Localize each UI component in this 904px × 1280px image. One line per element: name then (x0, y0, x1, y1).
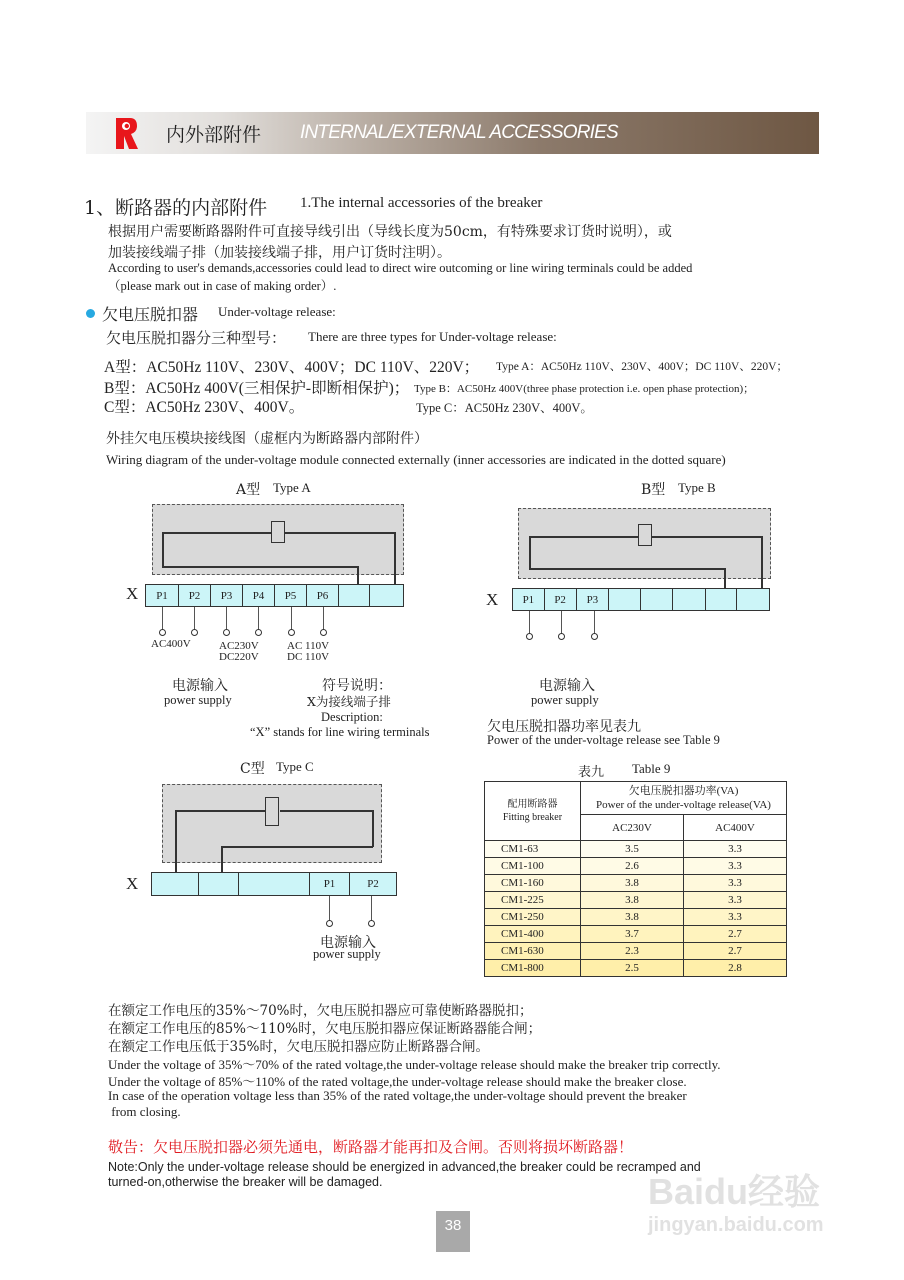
voltage-label (219, 641, 259, 663)
terminal-strip-a (145, 584, 404, 607)
description-x-cn: X为接线端子排 (307, 694, 391, 709)
terminal-x-label: X (126, 584, 139, 603)
uvr-heading-en: Under-voltage release: (218, 304, 336, 319)
warning-cn: 敬告：欠电压脱扣器必须先通电，断路器才能再扣及合闸。否则将损坏断路器！ (108, 1138, 634, 1156)
bullet-icon (86, 309, 95, 318)
cell-ac400: 3.3 (684, 841, 787, 858)
table-row (485, 875, 787, 892)
condition-en-1: Under the voltage of 35%～70% of the rated voltage,the under-voltage release should make the breaker trip correctly. (108, 1057, 721, 1072)
typeC-en: Type C：AC50Hz 230V、400V。 (416, 401, 593, 415)
terminal: P1 (146, 585, 179, 606)
terminal: P2 (179, 585, 211, 606)
power-supply-cn: 电源输入 (320, 935, 376, 951)
voltage-label: AC400V (151, 638, 191, 650)
table9-ref-en: Power of the under-voltage release see Table 9 (487, 733, 720, 747)
col-ac230: AC230V (581, 815, 684, 841)
cell-ac230: 3.8 (581, 892, 684, 909)
wiring-title-cn: 外挂欠电压模块接线图（虚框内为断路器内部附件） (106, 431, 428, 447)
condition-en-4: from closing. (108, 1104, 181, 1119)
cell-model: CM1-63 (485, 841, 581, 858)
page-number: 38 (436, 1211, 470, 1252)
cell-ac400: 2.8 (684, 960, 787, 977)
cell-model: CM1-800 (485, 960, 581, 977)
uvr-types-en: There are three types for Under-voltage release: (308, 329, 557, 344)
cell-ac400: 3.3 (684, 909, 787, 926)
cell-ac230: 3.5 (581, 841, 684, 858)
col-fitting-cn: 配用断路器 (507, 799, 558, 810)
col-fitting-breaker (485, 782, 581, 841)
table9-ref-cn: 欠电压脱扣器功率见表九 (487, 719, 641, 735)
warning-en-1: Note:Only the under-voltage release should be energized in advanced,the breaker could be recramped and (108, 1160, 701, 1174)
terminal: P2 (545, 589, 577, 610)
table9-caption-cn: 表九 (578, 765, 605, 780)
coil-icon (638, 524, 652, 546)
section1-heading-en: 1.The internal accessories of the breaker (300, 195, 543, 211)
terminal-strip-b (512, 588, 770, 611)
voltage-label-line: AC230V (219, 640, 259, 652)
col-power-cn: 欠电压脱扣器功率(VA) (628, 785, 739, 797)
cell-ac400: 3.3 (684, 892, 787, 909)
table-row (485, 841, 787, 858)
cell-ac230: 2.3 (581, 943, 684, 960)
table-row (485, 909, 787, 926)
voltage-label (287, 641, 329, 663)
typeC-label-cn: C型 (240, 761, 265, 777)
description-x-en: “X” stands for line wiring terminals (250, 725, 430, 739)
terminal-x-label: X (486, 590, 499, 609)
condition-cn-1: 在额定工作电压的35%～70%时，欠电压脱扣器应可靠使断路器脱扣； (108, 1003, 533, 1019)
wiring-title-en: Wiring diagram of the under-voltage module connected externally (inner accessories are indicated in the dotted square) (106, 452, 726, 467)
coil-icon (271, 521, 285, 543)
cell-model: CM1-250 (485, 909, 581, 926)
section1-heading-cn: 1、断路器的内部附件 (84, 197, 268, 219)
typeA-label-en: Type A (273, 480, 311, 495)
cell-ac400: 3.3 (684, 875, 787, 892)
banner-title-en: INTERNAL/EXTERNAL ACCESSORIES (300, 122, 618, 143)
table-row (485, 892, 787, 909)
watermark-baidu: Baidu经验 (648, 1171, 821, 1212)
table-9 (484, 781, 787, 977)
description-title-en: Description: (321, 710, 383, 724)
terminal (706, 589, 738, 610)
cell-ac230: 3.8 (581, 875, 684, 892)
terminal-strip-c (151, 872, 397, 896)
terminal (199, 873, 239, 895)
warning-en-2: turned-on,otherwise the breaker will be damaged. (108, 1175, 383, 1189)
terminal: P5 (275, 585, 307, 606)
uvr-types-cn: 欠电压脱扣器分三种型号： (106, 329, 287, 347)
cell-ac400: 2.7 (684, 926, 787, 943)
terminal-x-label: X (126, 874, 139, 893)
typeA-label-cn: A型 (236, 482, 261, 498)
terminal: P2 (367, 878, 379, 890)
table-row (485, 943, 787, 960)
condition-cn-3: 在额定工作电压低于35%时，欠电压脱扣器应防止断路器合闸。 (108, 1039, 490, 1055)
terminal: P6 (307, 585, 339, 606)
cell-ac400: 2.7 (684, 943, 787, 960)
condition-en-2: Under the voltage of 85%～110% of the rated voltage,the under-voltage release should make the breaker close. (108, 1074, 687, 1089)
power-supply-en: power supply (164, 693, 232, 707)
cell-ac400: 3.3 (684, 858, 787, 875)
cell-ac230: 3.7 (581, 926, 684, 943)
terminal: P1 (513, 589, 545, 610)
section1-para-en-2: （please mark out in case of making order）. (108, 279, 337, 293)
terminal (641, 589, 673, 610)
col-ac400: AC400V (684, 815, 787, 841)
terminal: P3 (577, 589, 610, 610)
watermark-url: jingyan.baidu.com (648, 1214, 824, 1236)
typeA-en: Type A：AC50Hz 110V、230V、400V；DC 110V、220V； (496, 361, 788, 373)
terminal (609, 589, 641, 610)
col-power (581, 782, 787, 815)
cell-model: CM1-160 (485, 875, 581, 892)
terminal (152, 873, 199, 895)
banner-title-cn: 内外部附件 (166, 124, 262, 146)
typeB-label-cn: B型 (641, 482, 666, 498)
condition-cn-2: 在额定工作电压的85%～110%时，欠电压脱扣器应保证断路器能合闸； (108, 1021, 542, 1037)
coil-icon (265, 797, 279, 826)
cell-model: CM1-100 (485, 858, 581, 875)
terminal: P4 (243, 585, 275, 606)
description-title-cn: 符号说明： (322, 678, 392, 694)
cell-ac230: 2.5 (581, 960, 684, 977)
terminal (737, 589, 769, 610)
terminal: P1 (310, 873, 350, 895)
power-supply-en: power supply (531, 693, 599, 707)
typeB-label-en: Type B (678, 480, 716, 495)
cell-ac230: 2.6 (581, 858, 684, 875)
terminal (370, 585, 403, 606)
table-row (485, 858, 787, 875)
section1-para-cn-1: 根据用户需要断路器附件可直接导线引出（导线长度为50cm，有特殊要求订货时说明），或 (108, 224, 672, 240)
col-power-en: Power of the under-voltage release(VA) (596, 799, 771, 811)
r-logo-icon (114, 118, 138, 149)
table-row (485, 960, 787, 977)
col-fitting-en: Fitting breaker (502, 812, 563, 823)
section-banner (86, 112, 819, 154)
table-row (485, 926, 787, 943)
typeB-en: Type B：AC50Hz 400V(three phase protection i.e. open phase protection)； (414, 383, 755, 395)
terminal (239, 873, 310, 895)
typeC-cn: C型：AC50Hz 230V、400V。 (104, 399, 305, 416)
terminal (673, 589, 706, 610)
power-supply-cn: 电源输入 (172, 678, 228, 694)
voltage-label-line: DC220V (219, 651, 259, 663)
terminal (339, 585, 370, 606)
voltage-label-line: DC 110V (287, 651, 330, 663)
condition-en-3: In case of the operation voltage less than 35% of the rated voltage,the under-voltage should prevent the breaker (108, 1088, 687, 1103)
cell-ac230: 3.8 (581, 909, 684, 926)
cell-model: CM1-225 (485, 892, 581, 909)
typeA-cn: A型：AC50Hz 110V、230V、400V；DC 110V、220V； (104, 359, 480, 376)
power-supply-cn: 电源输入 (539, 678, 595, 694)
power-supply-en: power supply (313, 947, 381, 961)
voltage-label-line: AC 110V (287, 640, 330, 652)
section1-para-cn-2: 加装接线端子排（加装接线端子排，用户订货时注明）。 (108, 245, 451, 261)
uvr-heading-cn: 欠电压脱扣器 (102, 305, 199, 324)
cell-model: CM1-400 (485, 926, 581, 943)
section1-para-en-1: According to user's demands,accessories could lead to direct wire outcoming or line wiring terminals could be added (108, 261, 693, 275)
cell-model: CM1-630 (485, 943, 581, 960)
typeC-label-en: Type C (276, 759, 314, 774)
terminal: P3 (211, 585, 243, 606)
typeB-cn: B型：AC50Hz 400V(三相保护-即断相保护)； (104, 380, 410, 397)
table9-caption-en: Table 9 (632, 761, 671, 776)
